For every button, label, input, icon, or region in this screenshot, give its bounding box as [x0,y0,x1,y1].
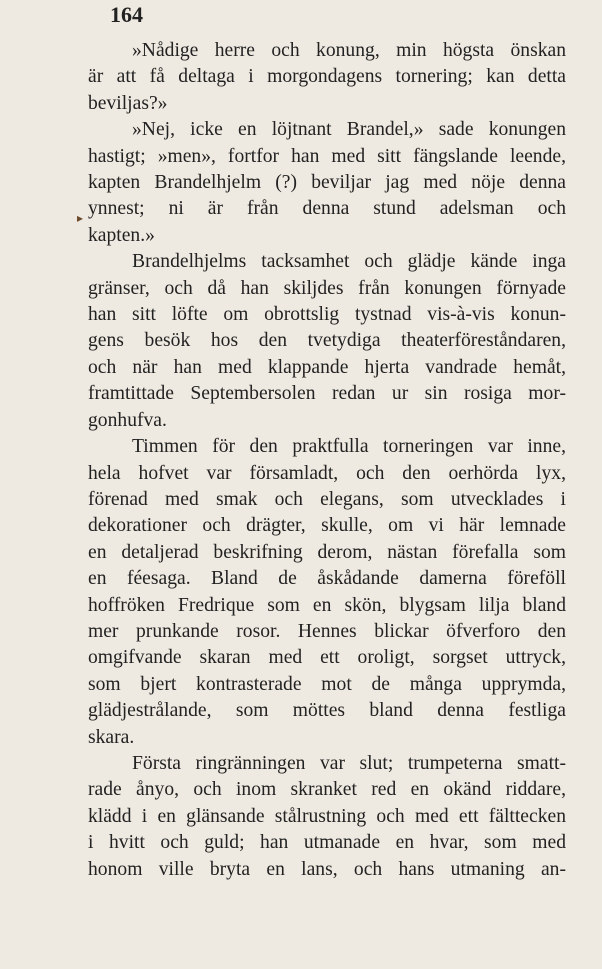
text-line: framtittade Septembersolen redan ur sin rosiga mor- [88,383,566,405]
page-number: 164 [110,2,143,27]
text-line: hoffröken Fredrique som en skön, blygsam lilja bland [88,594,566,616]
text-line: »Nej, icke en löjtnant Brandel,» sade konungen [132,119,566,141]
text-line: kapten Brandelhjelm (?) beviljar jag med nöje denna [88,172,566,194]
text-line: honom ville bryta en lans, och hans utmaning an- [88,858,566,880]
text-line: klädd i en glänsande stålrustning och med ett fälttecken [88,805,566,827]
text-line: är att få deltaga i morgondagens tornering; kan detta [88,66,566,88]
text-line: »Nådige herre och konung, min högsta önskan [132,40,566,61]
text-line: Brandelhjelms tacksamhet och glädje kände inga [132,251,566,273]
text-line: skara. [88,726,135,748]
text-line: gonhufva. [88,409,167,431]
text-line: kapten.» [88,224,155,246]
text-line: förenad med smak och elegans, som utvecklades i [88,488,566,510]
text-line: hastigt; »men», fortfor han med sitt fängslande leende, [88,145,566,167]
text-line: ynnest; ni är från denna stund adelsman och [88,198,566,220]
text-line: gens besök hos den tvetydiga theaterföreståndaren, [88,330,566,352]
text-line: dekorationer och drägter, skulle, om vi här lemnade [88,515,566,537]
text-line: i hvitt och guld; han utmanade en hvar, som med [88,832,566,854]
text-line: beviljas?» [88,92,168,114]
text-line: glädjestrålande, som möttes bland denna festliga [88,700,566,722]
text-line: gränser, och då han skiljdes från konungen förnyade [88,277,566,299]
text-line: hela hofvet var församladt, och den oerhörda lyx, [88,462,566,484]
text-line: han sitt löfte om obrottslig tystnad vis-à-vis konun- [88,304,566,326]
text-line: Första ringränningen var slut; trumpeterna smatt- [132,752,566,774]
text-line: som bjert kontrasterade mot de många upprymda, [88,673,566,695]
text-line: en detaljerad beskrifning derom, nästan förefalla som [88,541,566,563]
text-line: mer prunkande rosor. Hennes blickar öfverforo den [88,620,566,642]
text-line: en féesaga. Bland de åskådande damerna föreföll [88,568,566,590]
text-line: omgifvande skaran med ett oroligt, sorgset uttryck, [88,647,566,669]
margin-mark: ▸ [77,211,84,225]
body-text [88,38,566,883]
text-line: och när han med klappande hjerta vandrade hemåt, [88,356,566,378]
text-line: rade ånyo, och inom skranket red en okänd riddare, [88,779,566,801]
text-line: Timmen för den praktfulla torneringen var inne, [132,436,566,458]
